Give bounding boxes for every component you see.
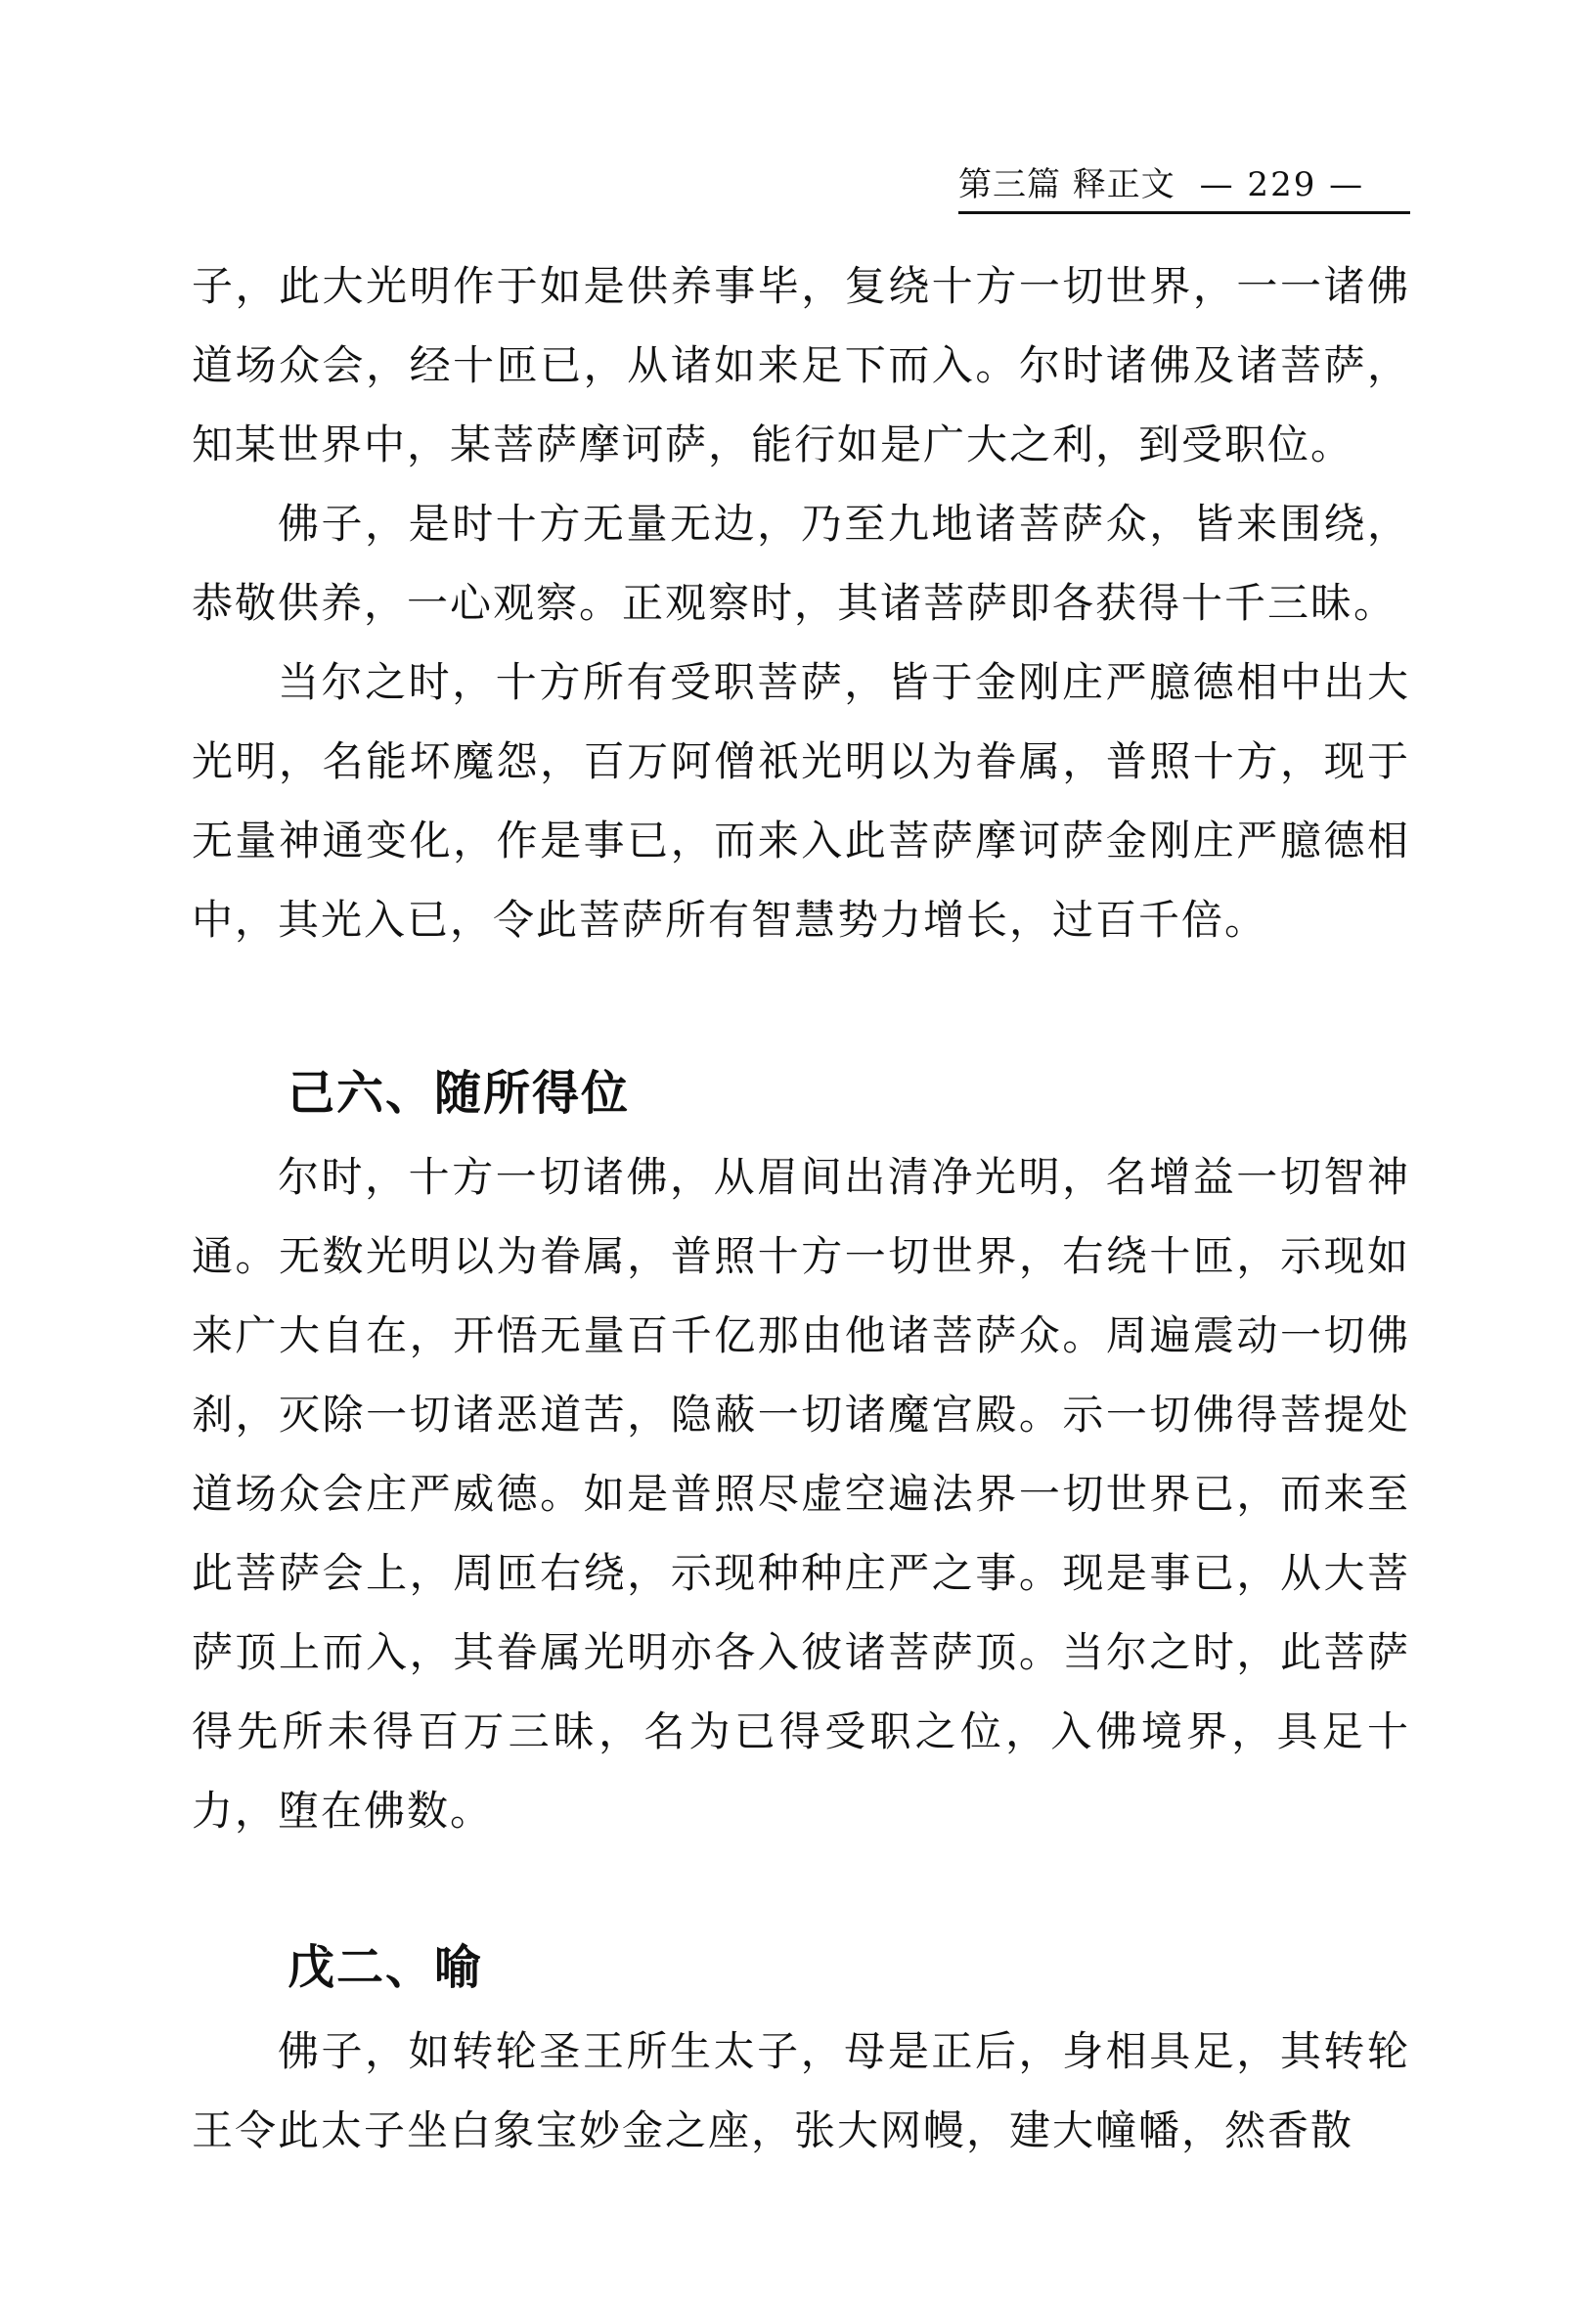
- paragraph: 尔时，十方一切诸佛，从眉间出清净光明，名增益一切智神通。无数光明以为眷属，普照十方一切世界，右绕十匝，示现如来广大自在，开悟无量百千亿那由他诸菩萨众。周遍震动一切佛刹，灭除一切诸恶道苦，隐蔽一切诸魔宫殿。示一切佛得菩提处道场众会庄严威德。如是普照尽虚空遍法界一切世界已，而来至此菩萨会上，周匝右绕，示现种种庄严之事。现是事已，从大菩萨顶上而入，其眷属光明亦各入彼诸菩萨顶。当尔之时，此菩萨得先所未得百万三昧，名为已得受职之位，入佛境界，具足十力，堕在佛数。: [192, 1153, 1410, 1835]
- chapter-title: 第三篇 释正文: [958, 165, 1175, 204]
- section-1-body: [192, 246, 1410, 959]
- section-2-body: [192, 1137, 1410, 1850]
- paragraph: 佛子，如转轮圣王所生太子，母是正后，身相具足，其转轮王令此太子坐白象宝妙金之座，张大网幔，建大幢幡，然香散: [192, 2027, 1410, 2154]
- page-number: — 229 —: [1199, 165, 1365, 204]
- paragraph: 佛子，是时十方无量无边，乃至九地诸菩萨众，皆来围绕，恭敬供养，一心观察。正观察时，其诸菩萨即各获得十千三昧。: [192, 500, 1410, 627]
- section-heading-ji-liu: 己六、随所得位: [288, 1066, 631, 1121]
- section-3-body: [192, 2012, 1410, 2170]
- section-heading-wu-er: 戊二、喻: [288, 1940, 484, 1995]
- paragraph: 当尔之时，十方所有受职菩萨，皆于金刚庄严臆德相中出大光明，名能坏魔怨，百万阿僧祇光明以为眷属，普照十方，现于无量神通变化，作是事已，而来入此菩萨摩诃萨金刚庄严臆德相中，其光入已，令此菩萨所有智慧势力增长，过百千倍。: [192, 658, 1410, 944]
- running-header: [958, 158, 1410, 214]
- paragraph-continued: 子，此大光明作于如是供养事毕，复绕十方一切世界，一一诸佛道场众会，经十匝已，从诸如来足下而入。尔时诸佛及诸菩萨，知某世界中，某菩萨摩诃萨，能行如是广大之利，到受职位。: [192, 262, 1410, 468]
